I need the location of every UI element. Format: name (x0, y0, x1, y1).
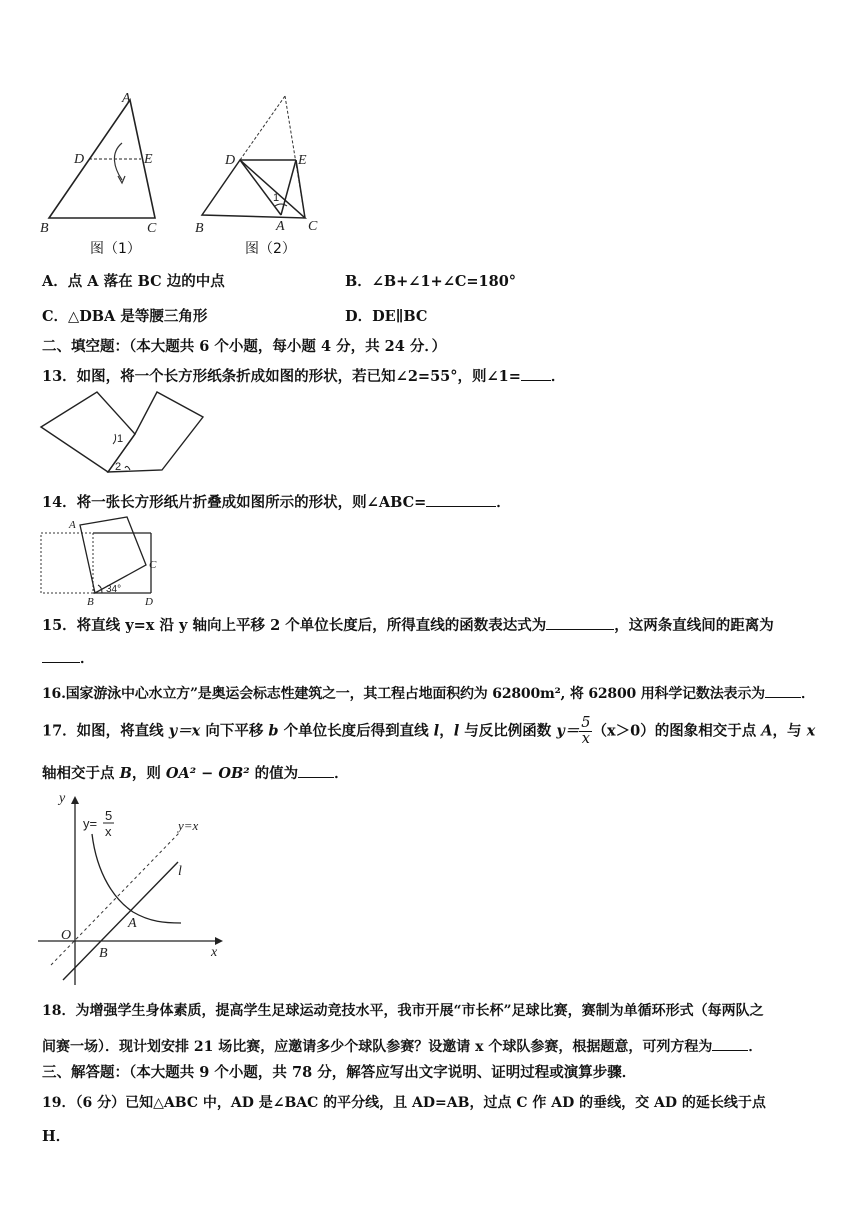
y-axis-label: y (59, 791, 66, 806)
answer-blank (298, 763, 334, 778)
label-a: A (276, 219, 285, 234)
question-15: 15．将直线 y=x 沿 y 轴向上平移 2 个单位长度后，所得直线的函数表达式为 ，这两条直线间的距离为 (42, 617, 774, 634)
label-d: D (225, 153, 236, 168)
answer-blank (765, 683, 801, 698)
angle-1-label: 1 (273, 192, 280, 204)
question-19-line-1: 19．（6 分）已知△ABC 中，AD 是∠BAC 的平分线，且 AD=AB，过点 C 作 AD 的垂线，交 AD 的延长线于点 (42, 1095, 766, 1111)
section-3-heading: 三、解答题：（本大题共 9 个小题，共 78 分，解答应写出文字说明、证明过程或演算步骤． (42, 1064, 637, 1081)
figure-2 (195, 88, 335, 258)
answer-blank (712, 1036, 748, 1051)
question-19-line-2: H． (42, 1128, 71, 1145)
question-16: 16.国家游泳中心水立方”是奥运会标志性建筑之一，其工程占地面积约为 62800m², 将 62800 用科学记数法表示为 ． (42, 683, 815, 703)
figure-q17-graph (35, 790, 235, 990)
label-d: D (145, 596, 153, 608)
label-b: B (40, 221, 49, 236)
function-denominator: x (105, 824, 112, 839)
angle-2-label: 2 (115, 461, 122, 473)
origin-label: O (61, 928, 72, 943)
figure-q14 (40, 515, 170, 610)
option-b: B．∠B+∠1+∠C=180° (345, 273, 517, 290)
answer-blank (521, 366, 551, 381)
label-a: A (69, 519, 76, 531)
point-a-label: A (128, 916, 137, 931)
label-c: C (147, 221, 157, 236)
option-d: D．DE∥BC (345, 308, 428, 325)
question-18-line-2: 间赛一场）．现计划安排 21 场比赛，应邀请多少个球队参赛？设邀请 x 个球队参赛，根据题意，可列方程为 ． (42, 1036, 762, 1056)
label-b: B (87, 596, 94, 608)
question-18-line-1: 18．为增强学生身体素质，提高学生足球运动竞技水平，我市开展“市长杯”足球比赛，赛制为单循环形式（每两队之 (42, 1003, 764, 1019)
option-a: A．点 A 落在 BC 边的中点 (42, 273, 225, 290)
question-15-cont: ． (42, 648, 95, 668)
fraction-5-over-x: $\frac{5}{x}$ (581, 715, 591, 747)
option-c: C．△DBA 是等腰三角形 (42, 308, 208, 325)
x-axis-label: x (211, 945, 218, 960)
figure-2-caption: 图（2） (245, 241, 296, 257)
label-e: E (298, 153, 307, 168)
point-b-label: B (99, 946, 108, 961)
angle-label: 34° (106, 584, 122, 595)
y-equals-x-label: y=x (178, 818, 199, 833)
function-numerator: 5 (105, 808, 113, 823)
answer-blank-1 (546, 615, 614, 630)
question-13: 13．如图，将一个长方形纸条折成如图的形状，若已知∠2=55°，则∠1= ． (42, 368, 566, 385)
section-2-heading: 二、填空题：（本大题共 6 个小题，每小题 4 分，共 24 分．） (42, 338, 447, 355)
label-e: E (144, 152, 153, 167)
fold-arrow-icon (114, 143, 122, 180)
label-a: A (122, 91, 131, 106)
line-l-label: l (178, 864, 182, 879)
answer-blank-2 (42, 648, 80, 663)
figure-1-caption: 图（1） (90, 241, 141, 257)
question-14: 14．将一张长方形纸片折叠成如图所示的形状，则∠ABC= ． (42, 494, 511, 511)
answer-blank (426, 492, 496, 507)
function-label: y= (83, 816, 98, 831)
figure-1 (30, 88, 200, 258)
question-17-line-1: 17．如图，将直线 y＝x 向下平移 b 个单位长度后得到直线 l，l 与反比例函数 y＝ $\frac{5}{x}$ （x＞0）的图象相交于点 A，与 x (42, 715, 816, 747)
label-c: C (149, 559, 157, 571)
label-b: B (195, 221, 204, 236)
question-17-line-2: 轴相交于点 B，则 OA² − OB² 的值为 ． (42, 765, 349, 782)
label-d: D (74, 152, 85, 167)
figure-q13 (40, 390, 210, 480)
label-c: C (308, 219, 318, 234)
angle-1-label: 1 (117, 433, 124, 445)
triangle-dbc (202, 160, 305, 218)
